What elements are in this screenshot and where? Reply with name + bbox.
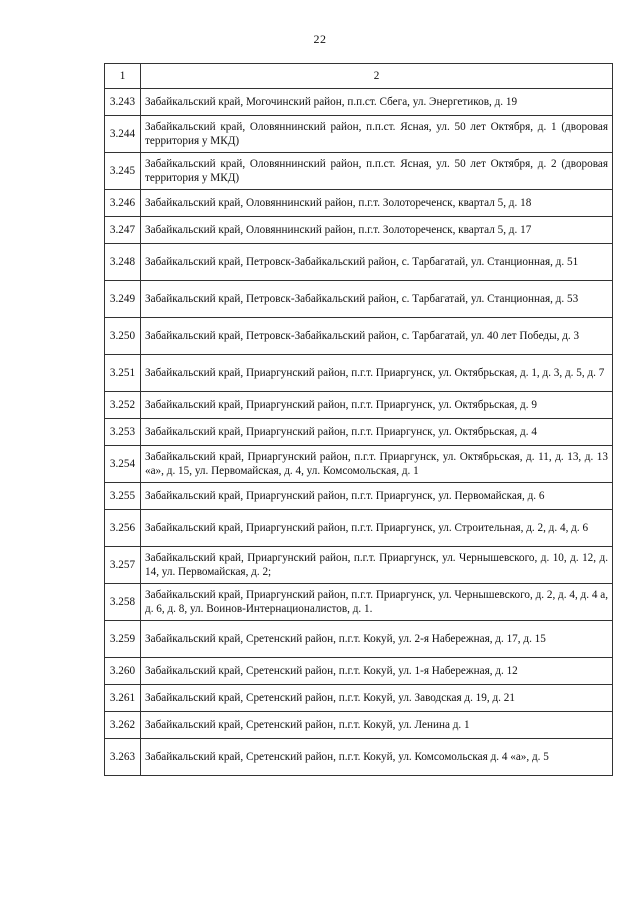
- page-number: 22: [313, 32, 327, 46]
- column-header-address: 2: [141, 64, 613, 89]
- table-row: [105, 89, 613, 116]
- row-address: Забайкальский край, Приаргунский район, п.г.т. Приаргунск, ул. Первомайская, д. 6: [141, 483, 613, 510]
- row-address: Забайкальский край, Приаргунский район, п.г.т. Приаргунск, ул. Октябрьская, д. 11, д. 13, д. 13 «а», д. 15, ул. Первомайская, д. 4, ул. Комсомольская, д. 1: [141, 446, 613, 483]
- row-number: 3.255: [105, 483, 141, 510]
- table-row: [105, 510, 613, 547]
- row-number: 3.247: [105, 217, 141, 244]
- row-address: Забайкальский край, Приаргунский район, п.г.т. Приаргунск, ул. Октябрьская, д. 4: [141, 419, 613, 446]
- table-row: [105, 392, 613, 419]
- row-number: 3.262: [105, 712, 141, 739]
- row-number: 3.263: [105, 739, 141, 776]
- row-number: 3.248: [105, 244, 141, 281]
- table-row: [105, 355, 613, 392]
- address-table: [104, 63, 613, 776]
- table-row: [105, 446, 613, 483]
- row-number: 3.257: [105, 547, 141, 584]
- table-row: [105, 281, 613, 318]
- row-address: Забайкальский край, Приаргунский район, п.г.т. Приаргунск, ул. Октябрьская, д. 1, д. 3, д. 5, д. 7: [141, 355, 613, 392]
- table-row: [105, 153, 613, 190]
- row-number: 3.246: [105, 190, 141, 217]
- row-address: Забайкальский край, Петровск-Забайкальский район, с. Тарбагатай, ул. Станционная, д. 53: [141, 281, 613, 318]
- row-address: Забайкальский край, Петровск-Забайкальский район, с. Тарбагатай, ул. Станционная, д. 51: [141, 244, 613, 281]
- row-number: 3.253: [105, 419, 141, 446]
- table-row: [105, 739, 613, 776]
- row-address: Забайкальский край, Оловяннинский район, п.п.ст. Ясная, ул. 50 лет Октября, д. 2 (дворовая территория у МКД): [141, 153, 613, 190]
- table-row: [105, 190, 613, 217]
- table-row: [105, 658, 613, 685]
- row-number: 3.251: [105, 355, 141, 392]
- table-row: [105, 712, 613, 739]
- table-row: [105, 483, 613, 510]
- column-header-number: 1: [105, 64, 141, 89]
- row-address: Забайкальский край, Сретенский район, п.г.т. Кокуй, ул. Заводская д. 19, д. 21: [141, 685, 613, 712]
- table-row: [105, 419, 613, 446]
- row-address: Забайкальский край, Петровск-Забайкальский район, с. Тарбагатай, ул. 40 лет Победы, д. 3: [141, 318, 613, 355]
- row-address: Забайкальский край, Сретенский район, п.г.т. Кокуй, ул. 2-я Набережная, д. 17, д. 15: [141, 621, 613, 658]
- row-address: Забайкальский край, Оловяннинский район, п.г.т. Золотореченск, квартал 5, д. 17: [141, 217, 613, 244]
- table-body: [105, 89, 613, 776]
- row-address: Забайкальский край, Сретенский район, п.г.т. Кокуй, ул. Комсомольская д. 4 «а», д. 5: [141, 739, 613, 776]
- row-address: Забайкальский край, Приаргунский район, п.г.т. Приаргунск, ул. Чернышевского, д. 10, д. 12, д. 14, ул. Первомайская, д. 2;: [141, 547, 613, 584]
- row-number: 3.254: [105, 446, 141, 483]
- row-number: 3.249: [105, 281, 141, 318]
- row-address: Забайкальский край, Приаргунский район, п.г.т. Приаргунск, ул. Чернышевского, д. 2, д. 4, д. 4 а, д. 6, д. 8, ул. Воинов-Интернационалистов, д. 1.: [141, 584, 613, 621]
- row-address: Забайкальский край, Могочинский район, п.п.ст. Сбега, ул. Энергетиков, д. 19: [141, 89, 613, 116]
- row-number: 3.260: [105, 658, 141, 685]
- row-number: 3.252: [105, 392, 141, 419]
- row-number: 3.261: [105, 685, 141, 712]
- row-number: 3.244: [105, 116, 141, 153]
- table-row: [105, 547, 613, 584]
- row-address: Забайкальский край, Приаргунский район, п.г.т. Приаргунск, ул. Строительная, д. 2, д. 4, д. 6: [141, 510, 613, 547]
- row-address: Забайкальский край, Сретенский район, п.г.т. Кокуй, ул. 1-я Набережная, д. 12: [141, 658, 613, 685]
- table-row: [105, 621, 613, 658]
- row-address: Забайкальский край, Сретенский район, п.г.т. Кокуй, ул. Ленина д. 1: [141, 712, 613, 739]
- row-number: 3.258: [105, 584, 141, 621]
- row-address: Забайкальский край, Оловяннинский район, п.г.т. Золотореченск, квартал 5, д. 18: [141, 190, 613, 217]
- table-header-row: [105, 64, 613, 89]
- row-address: Забайкальский край, Приаргунский район, п.г.т. Приаргунск, ул. Октябрьская, д. 9: [141, 392, 613, 419]
- table-row: [105, 244, 613, 281]
- row-number: 3.256: [105, 510, 141, 547]
- row-number: 3.243: [105, 89, 141, 116]
- row-address: Забайкальский край, Оловяннинский район, п.п.ст. Ясная, ул. 50 лет Октября, д. 1 (дворовая территория у МКД): [141, 116, 613, 153]
- row-number: 3.259: [105, 621, 141, 658]
- row-number: 3.250: [105, 318, 141, 355]
- table-row: [105, 116, 613, 153]
- table-row: [105, 685, 613, 712]
- row-number: 3.245: [105, 153, 141, 190]
- table-row: [105, 584, 613, 621]
- table-row: [105, 318, 613, 355]
- table-row: [105, 217, 613, 244]
